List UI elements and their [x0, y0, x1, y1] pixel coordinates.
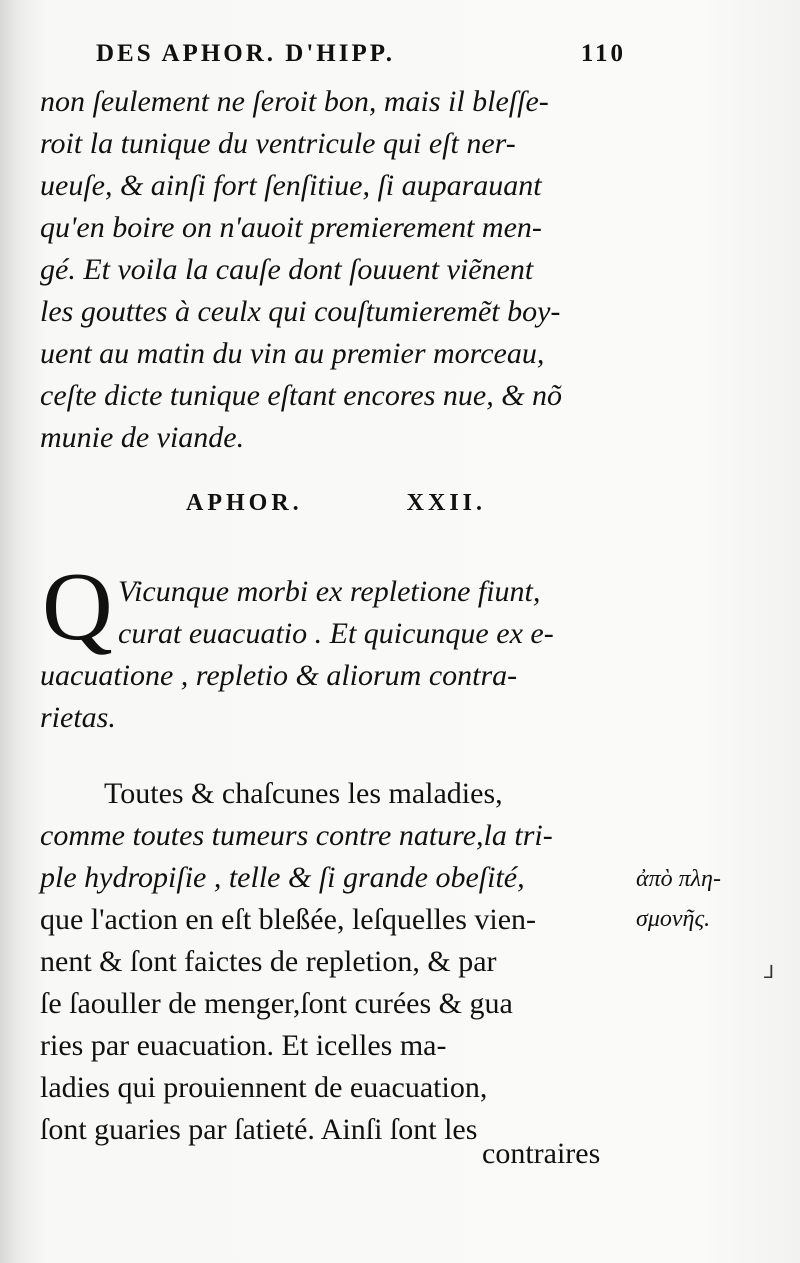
french-line: nent & ſont faictes de repletion, & par: [40, 945, 497, 978]
latin-line: uacuatione , repletio & aliorum contra-: [40, 659, 518, 692]
paragraph1-line: ueuſe, & ainſi fort ſenſitiue, ſi auparauant: [40, 169, 542, 202]
french-line: comme toutes tumeurs contre nature,la tri-: [40, 819, 553, 852]
aphorism-label: APHOR.: [186, 490, 303, 516]
margin-note-line1: ἀπὸ πλη-: [636, 866, 721, 892]
aphorism-number: XXII.: [406, 490, 486, 516]
paragraph1-line: munie de viande.: [40, 421, 245, 454]
paragraph1-line: les gouttes à ceulx qui couſtumieremẽt boy-: [40, 295, 561, 328]
paragraph1-line: qu'en boire on n'auoit premierement men-: [40, 211, 542, 244]
running-head: [96, 40, 626, 68]
french-line: Toutes & chaſcunes les maladies,: [104, 777, 503, 810]
latin-line: Vicunque morbi ex repletione fiunt,: [118, 575, 541, 608]
french-line: ple hydropiſie , telle & ſi grande obeſité,: [40, 861, 525, 894]
drop-cap: Q: [42, 553, 113, 661]
aphorism-heading: [186, 490, 486, 517]
french-line: ſont guaries par ſatieté. Ainſi ſont les: [40, 1113, 478, 1146]
page-number: 110: [580, 40, 626, 67]
french-line: ladies qui prouiennent de euacuation,: [40, 1071, 488, 1104]
margin-note-line2: σμονῆς.: [636, 906, 711, 932]
paragraph1-line: ceſte dicte tunique eſtant encores nue, & nõ: [40, 379, 563, 412]
french-line: que l'action en eſt bleßée, leſquelles vien-: [40, 903, 537, 936]
running-head-title: DES APHOR. D'HIPP.: [96, 40, 395, 67]
margin-tick: ⅃: [764, 962, 775, 982]
french-line: ries par euacuation. Et icelles ma-: [40, 1029, 447, 1062]
catchword: contraires: [482, 1137, 601, 1170]
paragraph1-line: roit la tunique du ventricule qui eſt ner-: [40, 127, 516, 160]
paragraph1-line: uent au matin du vin au premier morceau,: [40, 337, 545, 370]
latin-line: rietas.: [40, 701, 116, 734]
french-line: ſe ſaouller de menger,ſont curées & gua: [40, 987, 513, 1020]
paragraph1-line: gé. Et voila la cauſe dont ſouuent viẽnent: [40, 253, 534, 286]
latin-line: curat euacuatio . Et quicunque ex e-: [118, 617, 554, 650]
paragraph1-line: non ſeulement ne ſeroit bon, mais il bleſſe-: [40, 85, 549, 118]
